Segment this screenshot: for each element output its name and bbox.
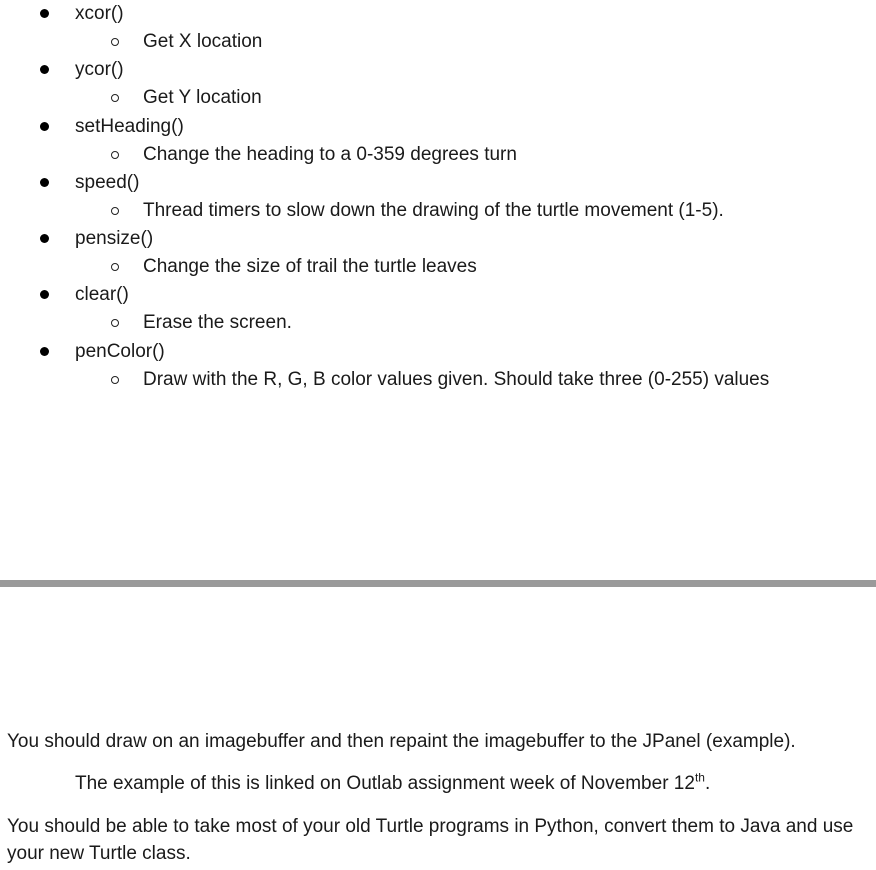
method-item-xcor bbox=[0, 2, 876, 58]
method-item-clear bbox=[0, 283, 876, 339]
page-divider bbox=[0, 580, 876, 587]
hollow-circle-icon bbox=[111, 94, 119, 102]
bullet-icon bbox=[40, 65, 49, 74]
method-item-pensize bbox=[0, 227, 876, 283]
method-name: xcor() bbox=[75, 3, 124, 24]
method-description: Get X location bbox=[143, 31, 263, 52]
method-item-ycor bbox=[0, 58, 876, 114]
bullet-icon bbox=[40, 122, 49, 131]
bullet-icon bbox=[40, 290, 49, 299]
imagebuffer-paragraph: You should draw on an imagebuffer and then repaint the imagebuffer to the JPanel (example). bbox=[7, 731, 796, 752]
bullet-icon bbox=[40, 234, 49, 243]
method-name: pensize() bbox=[75, 228, 154, 250]
hollow-circle-icon bbox=[111, 151, 119, 159]
hollow-circle-icon bbox=[111, 38, 119, 46]
example-link-paragraph bbox=[75, 770, 710, 797]
method-description: Change the heading to a 0-359 degrees turn bbox=[143, 143, 517, 165]
hollow-circle-icon bbox=[111, 376, 119, 384]
ordinal-suffix: th bbox=[694, 770, 705, 785]
method-name: ycor() bbox=[75, 59, 124, 81]
method-name: setHeading() bbox=[75, 115, 184, 137]
bullet-icon bbox=[40, 347, 49, 356]
method-name: penColor() bbox=[75, 340, 165, 362]
bullet-icon bbox=[40, 9, 49, 18]
hollow-circle-icon bbox=[111, 319, 119, 327]
method-item-speed bbox=[0, 171, 876, 227]
method-item-pencolor bbox=[0, 340, 876, 396]
method-name: clear() bbox=[75, 284, 129, 306]
method-description: Change the size of trail the turtle leaves bbox=[143, 256, 477, 278]
method-description: Draw with the R, G, B color values given. Should take three (0-255) values bbox=[143, 368, 770, 390]
method-name: speed() bbox=[75, 171, 140, 193]
hollow-circle-icon bbox=[111, 207, 119, 215]
method-description: Thread timers to slow down the drawing of the turtle movement (1-5). bbox=[143, 199, 724, 221]
method-item-setheading bbox=[0, 115, 876, 171]
method-description: Get Y location bbox=[143, 87, 262, 109]
example-link-period: . bbox=[704, 773, 711, 794]
conversion-paragraph: You should be able to take most of your old Turtle programs in Python, convert them to Java and use your new Turtle class. bbox=[7, 816, 854, 864]
bullet-icon bbox=[40, 178, 49, 187]
method-description: Erase the screen. bbox=[143, 312, 292, 334]
method-list bbox=[0, 2, 876, 396]
hollow-circle-icon bbox=[111, 263, 119, 271]
example-link-text: The example of this is linked on Outlab assignment week of November 12 bbox=[75, 773, 695, 794]
